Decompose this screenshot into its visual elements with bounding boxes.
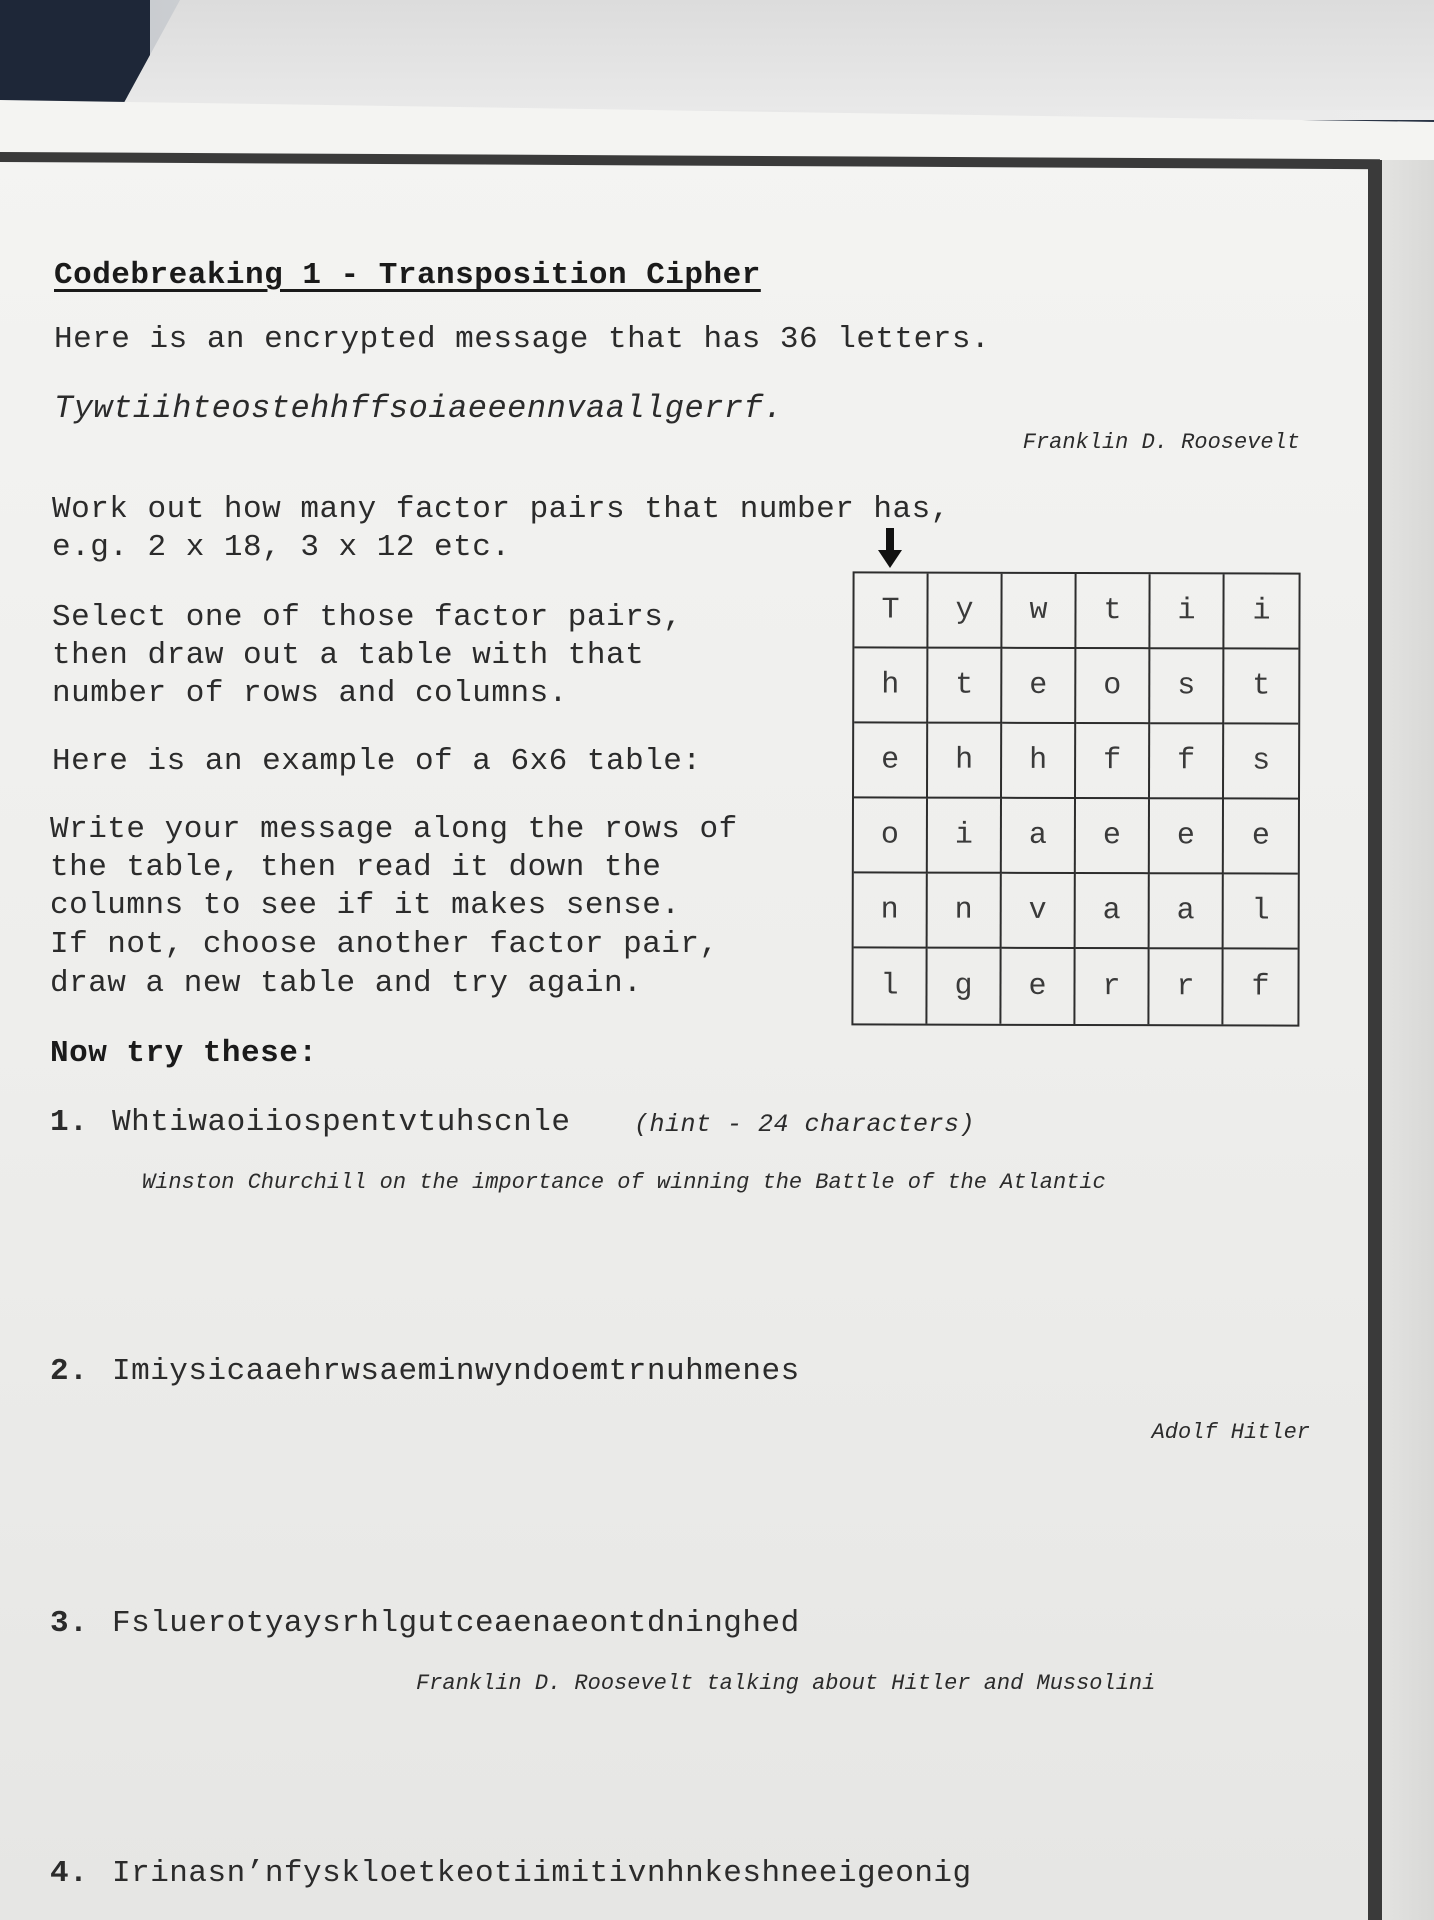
table-cell: i [1224,574,1298,649]
table-cell: l [853,948,927,1023]
table-cell: i [928,799,1002,874]
table-cell: a [1150,874,1224,949]
table-cell: r [1149,949,1223,1024]
step1-line1: Work out how many factor pairs that number has, [52,492,950,527]
intro-text: Here is an encrypted message that has 36 letters. [54,322,991,357]
exercise-1-hint: (hint - 24 characters) [634,1110,976,1139]
table-cell: t [1224,649,1298,724]
frame-border-right [1368,160,1382,1920]
table-cell: e [1002,649,1076,724]
step2-line1: Select one of those factor pairs, [52,600,683,635]
exercise-2-number: 2. [50,1354,89,1389]
table-cell: l [1224,874,1298,949]
table-cell: e [1224,799,1298,874]
table-cell: e [1076,799,1150,874]
table-cell: t [1076,574,1150,649]
table-cell: h [854,648,928,723]
step3-text: Here is an example of a 6x6 table: [52,744,702,779]
table-cell: n [854,873,928,948]
exercise-1-cipher: Whtiwaoiiospentvtuhscnle [112,1105,571,1140]
table-cell: i [1150,574,1224,649]
table-cell: s [1224,724,1298,799]
table-cell: r [1075,949,1149,1024]
arrow-down-icon [878,528,902,568]
table-cell: e [854,723,928,798]
table-cell: t [928,649,1002,724]
table-cell: o [854,798,928,873]
exercise-3-source: Franklin D. Roosevelt talking about Hitler and Mussolini [416,1671,1156,1696]
example-author: Franklin D. Roosevelt [1022,430,1300,455]
exercise-3-number: 3. [50,1606,89,1641]
table-cell: f [1150,724,1224,799]
example-cipher: Tywtiihteostehhffsoiaeeennvaallgerrf. [54,390,784,427]
step2-line3: number of rows and columns. [52,676,568,711]
table-cell: n [928,874,1002,949]
paper-fold [120,0,1434,110]
table-cell: a [1076,874,1150,949]
table-cell: a [1002,799,1076,874]
exercise-3-cipher: Fsluerotyaysrhlgutceaenaeontdninghed [112,1606,800,1641]
table-cell: h [1002,724,1076,799]
step4-line3: columns to see if it makes sense. [50,888,681,923]
table-cell: e [1001,949,1075,1024]
table-cell: e [1150,799,1224,874]
exercise-1-number: 1. [50,1105,89,1140]
step4-line5: draw a new table and try again. [50,966,643,1001]
step1-line2: e.g. 2 x 18, 3 x 12 etc. [52,530,511,565]
table-cell: s [1150,649,1224,724]
now-try-heading: Now try these: [50,1036,318,1071]
table-cell: T [854,573,928,648]
exercise-4-cipher: Irinasn’nfyskloetkeotiimitivnhnkeshneeigeonig [112,1856,972,1891]
step4-line1: Write your message along the rows of [50,812,738,847]
table-cell: y [928,574,1002,649]
worksheet-title: Codebreaking 1 - Transposition Cipher [54,258,761,293]
exercise-2-source: Adolf Hitler [1151,1420,1310,1445]
table-cell: h [928,724,1002,799]
exercise-2-cipher: Imiysicaaehrwsaeminwyndoemtrnuhmenes [112,1354,800,1389]
table-cell: o [1076,649,1150,724]
step4-line2: the table, then read it down the [50,850,662,885]
exercise-4-number: 4. [50,1856,89,1891]
table-cell: g [927,949,1001,1024]
table-cell: v [1002,874,1076,949]
table-cell: f [1251,969,1270,1005]
exercise-1-source: Winston Churchill on the importance of winning the Battle of the Atlantic [142,1170,1106,1195]
step2-line2: then draw out a table with that [52,638,645,673]
example-table [851,571,1300,1026]
page-margin [1382,160,1434,1920]
step4-line4: If not, choose another factor pair, [50,927,719,962]
table-cell: f [1076,724,1150,799]
table-cell: w [1002,574,1076,649]
